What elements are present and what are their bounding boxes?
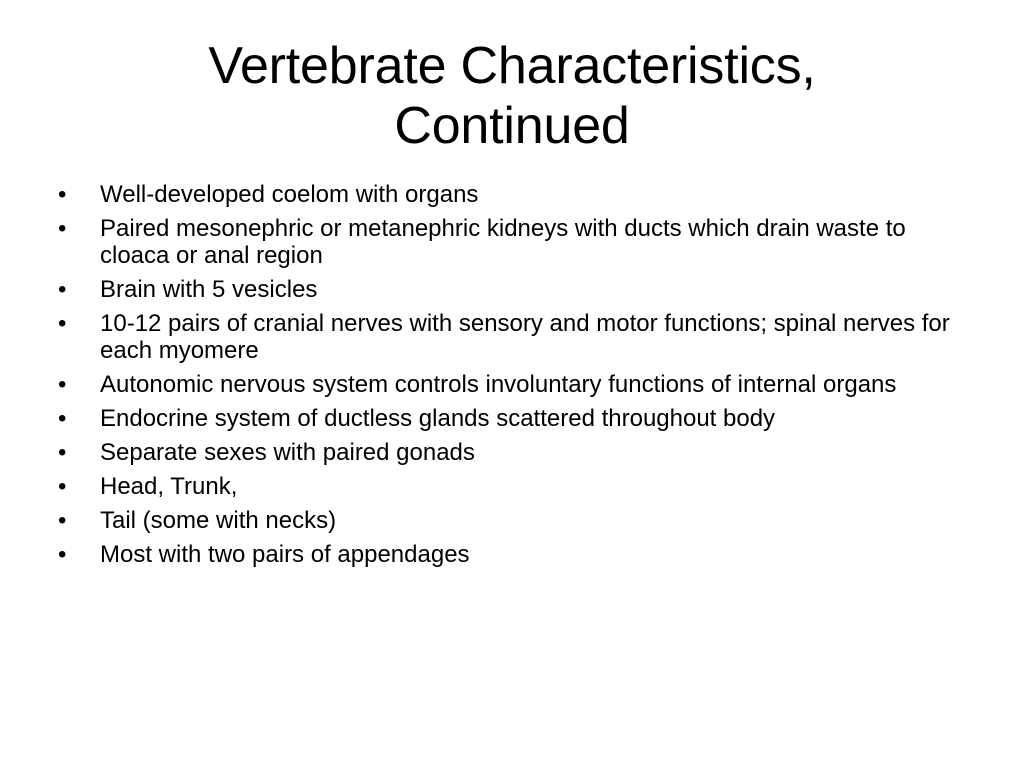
bullet-list [58, 181, 968, 575]
bullet-item-6 [58, 405, 968, 432]
slide-title [60, 36, 964, 156]
bullet-marker: • [58, 371, 67, 398]
bullet-text: Paired mesonephric or metanephric kidneys with ducts which drain waste to cloaca or anal region [100, 215, 906, 269]
bullet-text: Head, Trunk, [100, 473, 238, 500]
bullet-text: Well-developed coelom with organs [100, 181, 479, 208]
bullet-text: 10-12 pairs of cranial nerves with sensory and motor functions; spinal nerves for each myomere [100, 310, 950, 364]
bullet-text: Separate sexes with paired gonads [100, 439, 475, 466]
slide-title-line-2: Continued [394, 97, 630, 155]
bullet-marker: • [58, 215, 67, 242]
bullet-marker: • [58, 405, 67, 432]
bullet-item-2 [58, 215, 968, 269]
slide-title-line-1: Vertebrate Characteristics, [208, 37, 816, 95]
bullet-item-5 [58, 371, 968, 398]
bullet-text: Tail (some with necks) [100, 507, 337, 534]
bullet-item-7 [58, 439, 968, 466]
bullet-marker: • [58, 181, 67, 208]
bullet-item-8 [58, 473, 968, 500]
bullet-marker: • [58, 439, 67, 466]
bullet-marker: • [58, 310, 67, 337]
bullet-marker: • [58, 541, 67, 568]
bullet-marker: • [58, 473, 67, 500]
bullet-item-10 [58, 541, 968, 568]
bullet-item-9 [58, 507, 968, 534]
bullet-marker: • [58, 507, 67, 534]
bullet-text: Autonomic nervous system controls involuntary functions of internal organs [100, 371, 897, 398]
bullet-text: Most with two pairs of appendages [100, 541, 470, 568]
bullet-item-4 [58, 310, 968, 364]
bullet-item-3 [58, 276, 968, 303]
bullet-item-1 [58, 181, 968, 208]
bullet-marker: • [58, 276, 67, 303]
bullet-text: Endocrine system of ductless glands scattered throughout body [100, 405, 776, 432]
bullet-text: Brain with 5 vesicles [100, 276, 318, 303]
